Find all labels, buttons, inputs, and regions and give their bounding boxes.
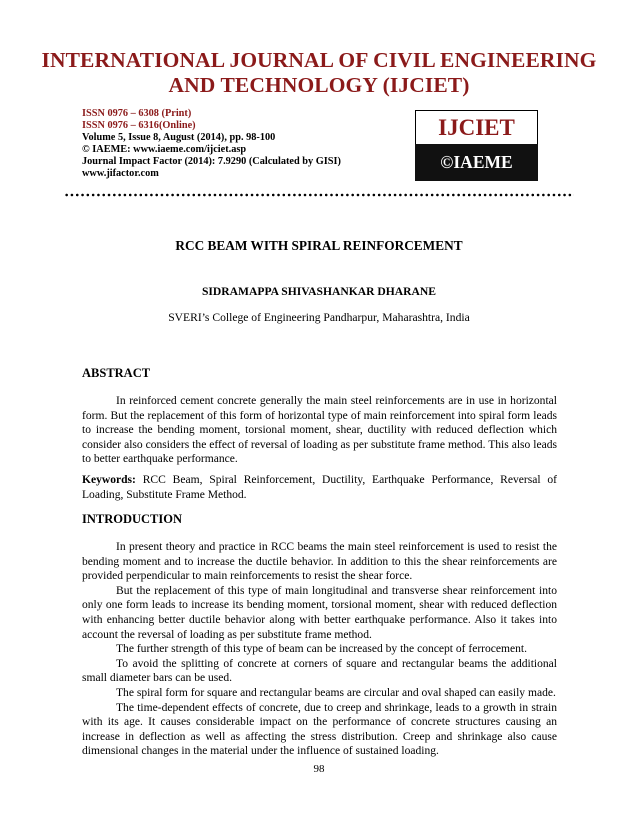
jifactor-url[interactable]: www.jifactor.com bbox=[82, 168, 159, 179]
introduction-heading: INTRODUCTION bbox=[82, 512, 183, 526]
journal-title-line2: AND TECHNOLOGY (IJCIET) bbox=[168, 73, 470, 97]
introduction-body bbox=[82, 540, 557, 759]
journal-meta bbox=[82, 108, 341, 180]
journal-title-line1: INTERNATIONAL JOURNAL OF CIVIL ENGINEERING bbox=[41, 48, 597, 72]
keywords-text: RCC Beam, Spiral Reinforcement, Ductility, Earthquake Performance, Reversal of Loading, Substitute Frame Method. bbox=[82, 474, 557, 501]
keywords-label: Keywords: bbox=[82, 474, 136, 486]
intro-paragraph: To avoid the splitting of concrete at corners of square and rectangular beams the additional small diameter bars can be used. bbox=[82, 657, 557, 685]
journal-title bbox=[0, 48, 638, 98]
paper-title: RCC BEAM WITH SPIRAL REINFORCEMENT bbox=[175, 238, 463, 253]
dotted-divider bbox=[64, 193, 574, 197]
intro-paragraph: But the replacement of this type of main longitudinal and transverse shear reinforcement into only one form leads to increase its bending moment, torsional moment, shear with reduced deflection with enhancing better ductile behavior along with better earthquake performance. Also it takes into account the reversal of loading as per substitute frame method. bbox=[82, 584, 557, 641]
keywords bbox=[82, 473, 557, 502]
page-number: 98 bbox=[313, 763, 325, 775]
journal-url[interactable]: © IAEME: www.iaeme.com/ijciet.asp bbox=[82, 144, 247, 155]
journal-logo bbox=[415, 110, 538, 181]
issn-online: ISSN 0976 – 6316(Online) bbox=[82, 120, 196, 131]
issn-print: ISSN 0976 – 6308 (Print) bbox=[82, 108, 192, 119]
abstract-body bbox=[82, 394, 557, 467]
volume-issue: Volume 5, Issue 8, August (2014), pp. 98-100 bbox=[82, 132, 276, 143]
author-name: SIDRAMAPPA SHIVASHANKAR DHARANE bbox=[201, 285, 437, 298]
logo-ijciet: IJCIET bbox=[415, 110, 538, 144]
logo-iaeme: ©IAEME bbox=[415, 144, 538, 181]
abstract-heading: ABSTRACT bbox=[82, 366, 151, 380]
impact-factor: Journal Impact Factor (2014): 7.9290 (Calculated by GISI) bbox=[82, 156, 341, 167]
author-affiliation: SVERI’s College of Engineering Pandharpur, Maharashtra, India bbox=[168, 311, 470, 324]
abstract-text: In reinforced cement concrete generally the main steel reinforcements are in use in horizontal form. But the replacement of this form of horizontal type of main reinforcement into spiral form leads to increase the bending moment, torsional moment, shear, ductility with reduced deflection which consider also considers the effect of reversal of loading as per substitute frame method. This also leads to better earthquake performance. bbox=[82, 395, 557, 466]
intro-paragraph: In present theory and practice in RCC beams the main steel reinforcement is used to resist the bending moment and to increase the ductile behavior. In addition to this the shear reinforcements are provided perpendicular to main reinforcements to resist the shear force. bbox=[82, 541, 557, 583]
intro-paragraph: The time-dependent effects of concrete, due to creep and shrinkage, leads to a growth in strain with its age. It causes considerable impact on the performance of concrete structures causing an increase in deflection as well as affecting the stress distribution. Creep and shrinkage also cause dimensional changes in the material under the influence of sustained loading. bbox=[82, 701, 557, 758]
intro-paragraph: The further strength of this type of beam can be increased by the concept of ferrocement. bbox=[116, 643, 528, 656]
intro-paragraph: The spiral form for square and rectangular beams are circular and oval shaped can easily made. bbox=[116, 686, 556, 699]
